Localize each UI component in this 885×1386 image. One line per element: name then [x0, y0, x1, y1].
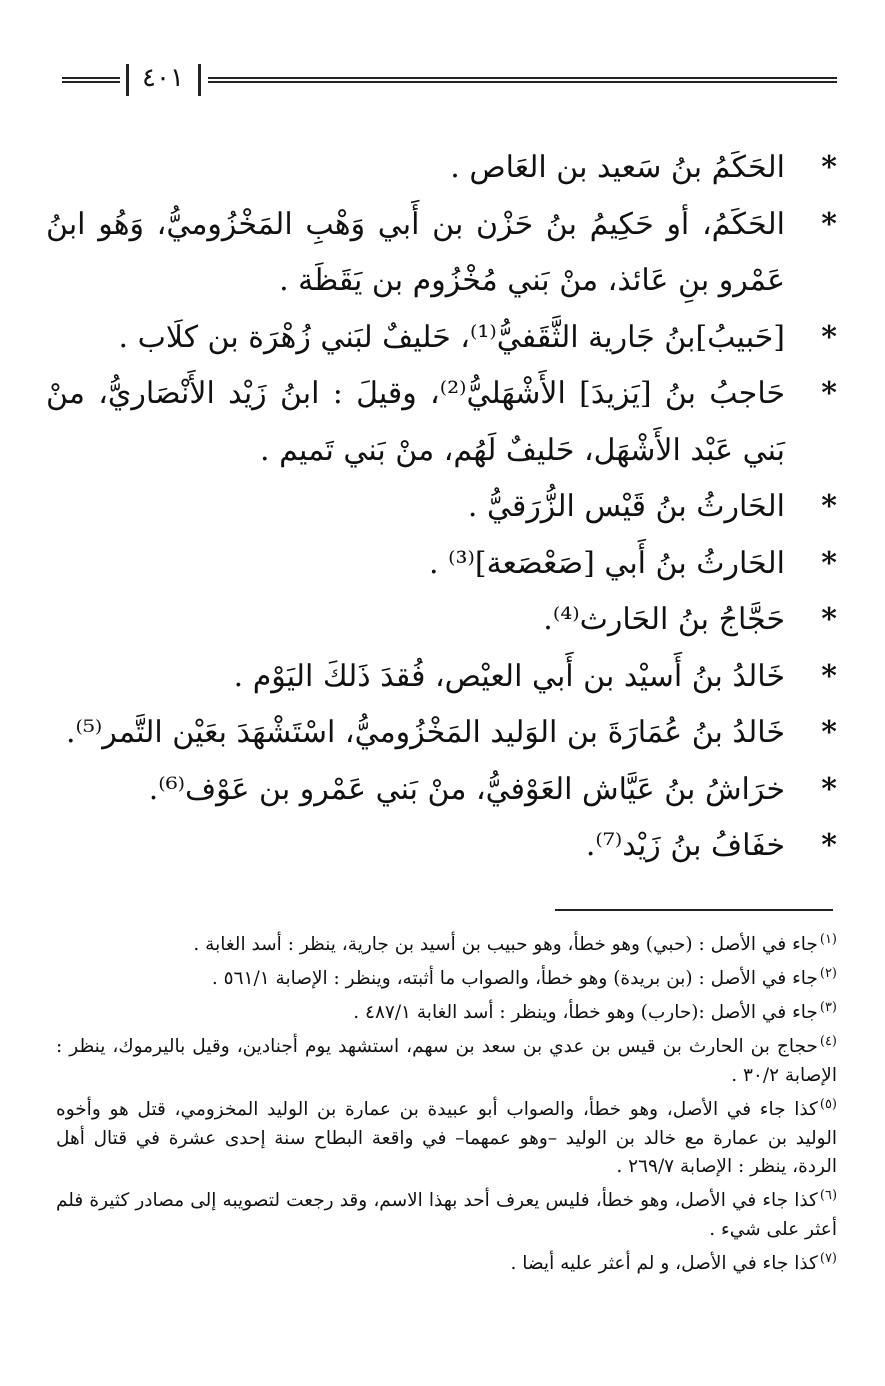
asterisk-marker: * [821, 489, 837, 524]
footnote-number: (٦) [819, 1188, 838, 1204]
header-bar-right [198, 64, 201, 96]
footnote-text: جاء في الأصل : (حبي) وهو خطأ، وهو حبيب بن أسيد بن جارية، ينظر : أسد الغابة . [193, 934, 818, 956]
list-item [46, 310, 837, 367]
list-item [46, 762, 837, 819]
asterisk-marker: * [821, 319, 837, 355]
entry-list [46, 140, 837, 875]
footnote [56, 1091, 837, 1183]
footnote [56, 1028, 837, 1091]
list-item [46, 705, 837, 762]
footnote-separator [555, 909, 833, 911]
asterisk-marker: * [821, 602, 837, 637]
footnote-text: كذا جاء في الأصل، و لم أعثر عليه أيضا . [510, 1253, 818, 1275]
footnote-text: كذا جاء في الأصل، وهو خطأ، والصواب أبو عبيدة بن عمارة بن الوليد المخزومي، قتل هو وأخوه الوليد بن عمارة مع خالد بن الوليد –وهو عمهما– في واقعة البطاح سنة إحدى عشرة في قتال أهل الردة، ينظر : الإصابة ٢٦٩/٧ . [56, 1098, 837, 1178]
entry-text: الحَكَمُ، أو حَكِيمُ بنُ حَزْن بن أَبي وَهْبِ المَخْزُوميُّ، وَهُو ابنُ عَمْرو بنِ عَائذ، منْ بَني مُخْزُوم بن يَقَظَة . [46, 206, 785, 298]
footnote-number: (٤) [819, 1033, 837, 1049]
asterisk-marker: * [821, 376, 837, 411]
footnote [56, 926, 837, 960]
entry-text: [حَبيبُ]بنُ جَارية الثَّقَفيُّ⁽¹⁾، حَليفٌ لبَني زُهْرَة بن كلَاب . [118, 319, 785, 355]
footnote-number: (٧) [819, 1250, 837, 1266]
entry-text: الحَكَمُ بنُ سَعيد بن العَاص . [450, 150, 785, 185]
asterisk-marker: * [821, 150, 837, 185]
entry-text: الحَارثُ بنُ أَبي [صَعْصَعة]⁽³⁾ . [429, 545, 785, 581]
footnote-text: حجاج بن الحارث بن قيس بن عدي بن سعد بن سهم، استشهد يوم أجنادين، وقيل باليرموك، ينظر : الإصابة ٣٠/٢ . [56, 1036, 837, 1086]
list-item [46, 366, 837, 479]
entry-text: الحَارثُ بنُ قَيْس الزُّرَقيُّ . [467, 489, 785, 524]
page-header [62, 62, 837, 98]
footnote [56, 1182, 837, 1245]
header-rule-left [62, 77, 120, 83]
entry-text: خرَاشُ بنُ عَيَّاش العَوْفيُّ، منْ بَني عَمْرو بن عَوْف⁽⁶⁾. [148, 771, 785, 807]
footnote-list [56, 926, 837, 1279]
list-item [46, 479, 837, 536]
asterisk-marker: * [821, 715, 837, 750]
footnote [56, 960, 837, 994]
asterisk-marker: * [821, 545, 837, 581]
list-item [46, 818, 837, 875]
asterisk-marker: * [821, 206, 837, 242]
footnote-text: جاء في الأصل : (بن بريدة) وهو خطأ، والصواب ما أثبته، وينظر : الإصابة ٥٦١/١ . [211, 968, 818, 990]
header-rule-right [208, 77, 837, 83]
list-item [46, 649, 837, 706]
list-item [46, 536, 837, 593]
entry-text: خفَافُ بنُ زَيْد⁽⁷⁾. [585, 828, 785, 863]
entry-text: خَالدُ بنُ أَسيْد بن أَبي العيْص، فُقدَ ذَلكَ اليَوْم . [233, 658, 785, 694]
asterisk-marker: * [821, 658, 837, 694]
list-item [46, 592, 837, 649]
footnote [56, 994, 837, 1028]
list-item [46, 140, 837, 197]
header-bar-left [126, 64, 129, 96]
entry-text: حَجَّاجُ بنُ الحَارث⁽⁴⁾. [543, 602, 785, 637]
footnote-number: (٣) [819, 999, 837, 1015]
footnote-text: جاء في الأصل :(حارب) وهو خطأ، وينظر : أسد الغابة ٤٨٧/١ . [353, 1002, 818, 1024]
asterisk-marker: * [821, 771, 837, 807]
footnote-number: (٥) [819, 1096, 837, 1112]
page-number: ٤٠١ [142, 63, 184, 93]
list-item [46, 197, 837, 310]
footnote [56, 1245, 837, 1279]
footnote-number: (١) [819, 932, 837, 947]
entry-text: خَالدُ بنُ عُمَارَةَ بن الوَليد المَخْزُوميُّ، اسْتَشْهَدَ بعَيْن التَّمر⁽⁵⁾. [65, 715, 785, 750]
footnote-text: كذا جاء في الأصل، وهو خطأ، فليس يعرف أحد بهذا الاسم، وقد رجعت لتصويبه إلى مصادر كثيرة فلم أعثر على شيء . [56, 1190, 837, 1241]
footnote-number: (٢) [819, 965, 837, 981]
entry-text: حَاجبُ بنُ [يَزيدَ] الأَشْهَليُّ⁽²⁾، وقيلَ : ابنُ زَيْد الأَنْصَاريُّ، منْ بَني عَبْد الأَشْهَل، حَليفٌ لَهُم، منْ بَني تَميم . [46, 376, 786, 468]
asterisk-marker: * [821, 828, 837, 863]
